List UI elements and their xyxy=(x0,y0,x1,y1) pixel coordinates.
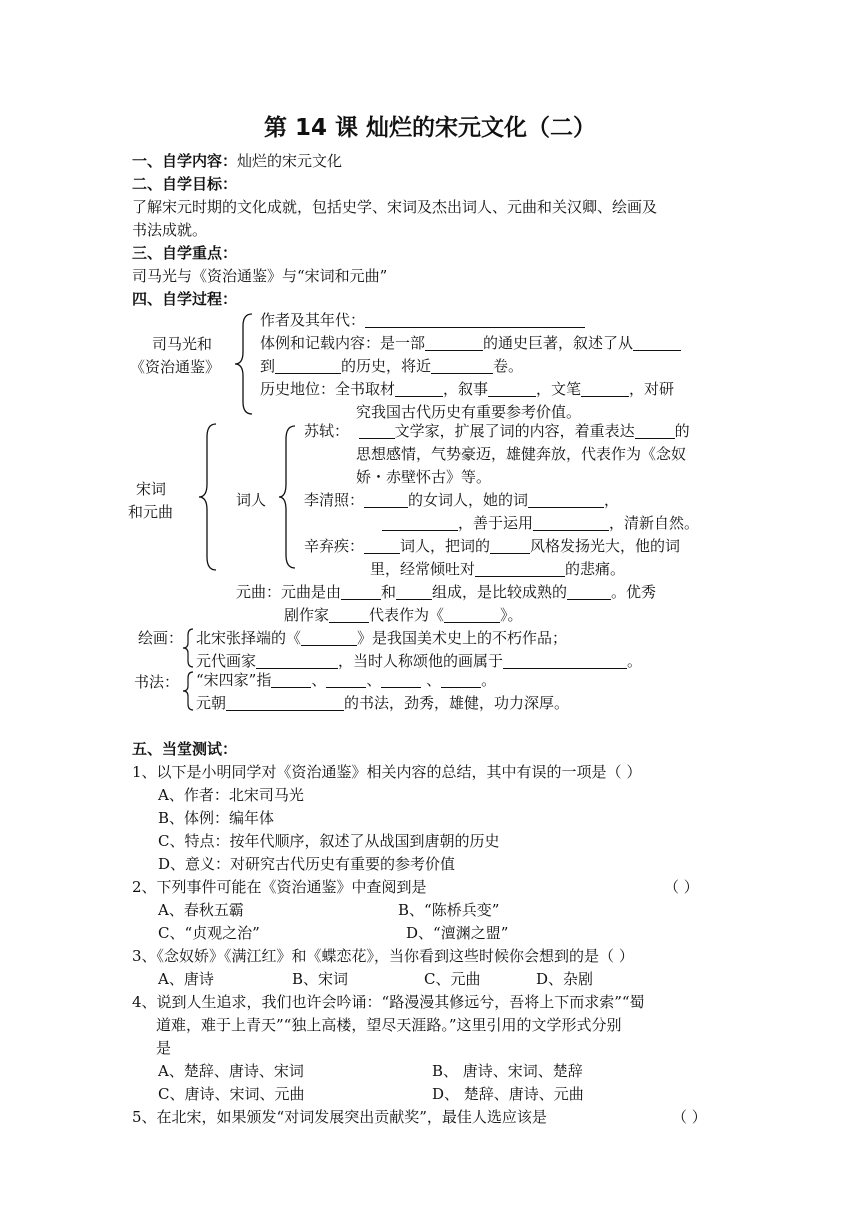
text: 里，经常倾吐对 xyxy=(370,560,476,578)
zztj-content-line-2 xyxy=(260,355,523,377)
question-5-stem: 5、在北宋，如果颁发“对词发展突出贡献奖”，最佳人选应该是 xyxy=(132,1108,547,1126)
blank xyxy=(364,492,408,508)
question-4-stem-2: 道难，难于上青天”“独上高楼，望尽天涯路。”这里引用的文学形式分别 xyxy=(156,1016,622,1034)
text: 、 xyxy=(426,671,442,689)
blank xyxy=(326,672,366,688)
blank xyxy=(341,584,381,600)
xinqiji-line-1 xyxy=(304,535,680,557)
zztj-author-label: 作者及其年代： xyxy=(260,311,366,329)
blank xyxy=(444,607,500,623)
text: 历史地位：全书取材 xyxy=(260,380,396,398)
question-2-option-d: D、“澶渊之盟” xyxy=(406,924,509,942)
self-study-key-label: 三、自学重点： xyxy=(132,244,238,262)
text: ，善于运用 xyxy=(458,514,534,532)
question-1-option-d: D、意义：对研究古代历史有重要的参考价值 xyxy=(158,855,456,873)
question-2-answer-paren: （ ） xyxy=(664,878,699,896)
painting-brace xyxy=(180,628,196,668)
blank xyxy=(441,672,481,688)
text: 体例和记载内容：是一部 xyxy=(260,334,426,352)
zztj-author-line xyxy=(260,309,585,331)
question-3-option-a: A、唐诗 xyxy=(158,970,214,988)
blank xyxy=(301,630,357,646)
text: ，文笔 xyxy=(536,380,582,398)
question-3-stem: 3、《念奴娇》《满江红》和《蝶恋花》，当你看到这些时候你会想到的是（ ） xyxy=(132,947,634,965)
yuanqu-line-2 xyxy=(284,604,523,626)
ciren-brace xyxy=(276,424,298,570)
question-3-option-b: B、宋词 xyxy=(292,970,349,988)
calligraphy-line-2 xyxy=(196,692,569,714)
self-study-content xyxy=(132,150,342,172)
text: 元代画家 xyxy=(196,652,257,670)
text: 元朝 xyxy=(196,694,227,712)
calligraphy-label: 书法： xyxy=(134,673,180,691)
text: 元曲：元曲是由 xyxy=(236,583,342,601)
blank xyxy=(503,653,627,669)
question-3-option-d: D、杂剧 xyxy=(536,970,594,988)
text: 的女词人，她的词 xyxy=(408,491,529,509)
zztj-status-line xyxy=(260,378,674,400)
blank xyxy=(635,423,675,439)
liqingzhao-line-1 xyxy=(304,489,619,511)
sushi-line-2: 思想感情，气势豪迈，雄健奔放，代表作为《念奴 xyxy=(356,445,687,463)
text: 。优秀 xyxy=(611,583,657,601)
text: 、 xyxy=(311,671,327,689)
xinqiji-line-2 xyxy=(370,558,625,580)
blank xyxy=(396,584,432,600)
text: 、 xyxy=(366,671,382,689)
question-2-stem: 2、下列事件可能在《资治通鉴》中查阅到是 xyxy=(132,878,427,896)
question-4-stem-1: 4、说到人生追求，我们也许会吟诵：“路漫漫其修远兮，吾将上下而求索”“蜀 xyxy=(132,993,645,1011)
question-4-option-b: B、 唐诗、宋词、楚辞 xyxy=(432,1062,583,1080)
text: ，清新自然。 xyxy=(609,514,700,532)
blank xyxy=(395,381,443,397)
blank xyxy=(381,672,421,688)
zztj-brace xyxy=(232,312,256,416)
text: 剧作家 xyxy=(284,606,330,624)
self-study-process-label: 四、自学过程： xyxy=(132,290,238,308)
yuanqu-line-1 xyxy=(236,581,656,603)
blank xyxy=(226,695,344,711)
blank xyxy=(382,515,458,531)
text: 卷。 xyxy=(493,357,524,375)
text: ， xyxy=(604,491,620,509)
blank xyxy=(533,515,609,531)
text: 代表作为《 xyxy=(369,606,445,624)
blank xyxy=(488,381,536,397)
question-2-option-b: B、“陈桥兵变” xyxy=(398,901,500,919)
section-label: 一、自学内容： xyxy=(132,152,238,170)
text: ，当时人称颂他的画属于 xyxy=(338,652,504,670)
text: 组成，是比较成熟的 xyxy=(432,583,568,601)
question-4-option-c: C、唐诗、宋词、元曲 xyxy=(158,1085,305,1103)
question-4-option-d: D、 楚辞、唐诗、元曲 xyxy=(432,1085,584,1103)
question-1-option-c: C、特点：按年代顺序，叙述了从战国到唐朝的历史 xyxy=(158,832,500,850)
blank xyxy=(329,607,369,623)
painting-label: 绘画： xyxy=(138,629,184,647)
question-4-stem-3: 是 xyxy=(156,1039,172,1057)
question-5-answer-paren: （ ） xyxy=(672,1108,707,1126)
blank xyxy=(567,584,611,600)
sushi-line-1 xyxy=(304,420,690,442)
page-title: 第 14 课 灿烂的宋元文化（二） xyxy=(263,115,597,141)
poet-name: 苏轼： xyxy=(304,422,350,440)
blank xyxy=(490,538,530,554)
text: ，对研 xyxy=(629,380,675,398)
question-1-option-b: B、体例：编年体 xyxy=(158,809,275,827)
blank xyxy=(256,653,338,669)
poet-name: 李清照： xyxy=(304,491,365,509)
blank xyxy=(528,492,604,508)
blank xyxy=(275,358,341,374)
calligraphy-brace xyxy=(180,671,196,711)
section-text: 灿烂的宋元文化 xyxy=(237,152,343,170)
text: 的通史巨著，叙述了从 xyxy=(483,334,634,352)
painting-line-1 xyxy=(196,627,567,649)
zztj-content-line-1 xyxy=(260,332,681,354)
question-4-option-a: A、楚辞、唐诗、宋词 xyxy=(158,1062,304,1080)
blank xyxy=(271,672,311,688)
text: ，叙事 xyxy=(443,380,489,398)
zztj-status-line-2: 究我国古代历史有重要参考价值。 xyxy=(356,403,582,421)
zztj-group-label-2: 《资治通鉴》 xyxy=(130,358,221,376)
songci-group-label-1: 宋词 xyxy=(136,480,167,498)
text: 词人，把词的 xyxy=(400,537,491,555)
goal-line-1: 了解宋元时期的文化成就，包括史学、宋词及杰出词人、元曲和关汉卿、绘画及 xyxy=(132,198,658,216)
question-1-stem: 1、以下是小明同学对《资治通鉴》相关内容的总结，其中有误的一项是（ ） xyxy=(132,763,642,781)
zztj-group-label-1: 司马光和 xyxy=(152,335,213,353)
question-1-option-a: A、作者：北宋司马光 xyxy=(158,786,304,804)
text: 》是我国美术史上的不朽作品； xyxy=(357,629,568,647)
text: “宋四家”指 xyxy=(196,671,272,689)
text: 的历史，将近 xyxy=(341,357,432,375)
blank xyxy=(581,381,629,397)
poet-name: 辛弃疾： xyxy=(304,537,365,555)
text: 北宋张择端的《 xyxy=(196,629,302,647)
text: 。 xyxy=(627,652,643,670)
text: 文学家，扩展了词的内容，着重表达 xyxy=(394,422,635,440)
blank xyxy=(475,561,565,577)
blank xyxy=(359,423,395,439)
in-class-test-label: 五、当堂测试： xyxy=(132,740,238,758)
text: 到 xyxy=(260,357,276,375)
blank xyxy=(633,335,681,351)
text: 》。 xyxy=(500,606,523,624)
text: 的 xyxy=(674,422,690,440)
sushi-line-3: 娇・赤壁怀古》等。 xyxy=(356,468,492,486)
blank xyxy=(431,358,493,374)
text: 和 xyxy=(381,583,397,601)
text: 的悲痛。 xyxy=(565,560,626,578)
question-2-option-c: C、“贞观之治” xyxy=(158,924,260,942)
blank xyxy=(425,335,483,351)
songci-outer-brace xyxy=(196,422,220,572)
blank xyxy=(364,538,400,554)
question-3-option-c: C、元曲 xyxy=(424,970,481,988)
question-2-option-a: A、春秋五霸 xyxy=(158,901,244,919)
goal-line-2: 书法成就。 xyxy=(132,221,208,239)
ciren-label: 词人 xyxy=(236,491,267,509)
key-points-text: 司马光与《资治通鉴》与“宋词和元曲” xyxy=(132,267,388,285)
calligraphy-line-1 xyxy=(196,669,496,691)
blank xyxy=(365,312,585,328)
self-study-goal-label: 二、自学目标： xyxy=(132,175,238,193)
liqingzhao-line-2 xyxy=(382,512,699,534)
text: 。 xyxy=(481,671,497,689)
songci-group-label-2: 和元曲 xyxy=(128,503,174,521)
text: 风格发扬光大，他的词 xyxy=(530,537,681,555)
text: 的书法，劲秀，雄健，功力深厚。 xyxy=(344,694,570,712)
